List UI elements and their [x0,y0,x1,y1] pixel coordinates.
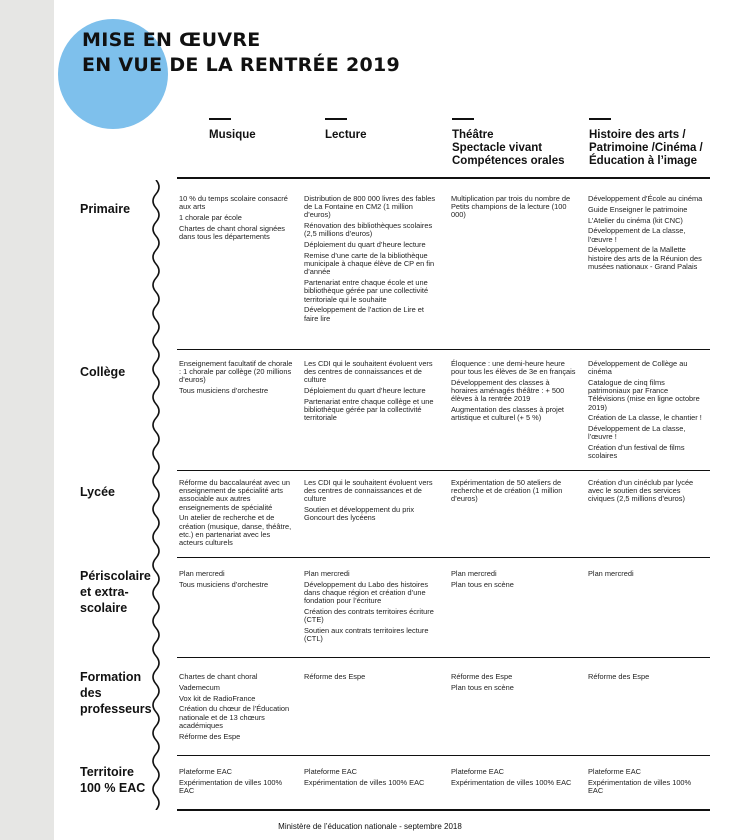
cell-entry: Développement du Labo des histoires dans chaque région et création d’une fondation pour l’écriture [304,579,429,606]
cell-entry: Les CDI qui le souhaitent évoluent vers des centres de connaissances et de culture [304,359,433,385]
cell-entry: Vox kit de RadioFrance [179,693,256,703]
row-label-line: Primaire [80,202,131,216]
cell-entry: Soutien et développement du prix Goncourt des lycéens [304,505,415,523]
cell-entry: Augmentation des classes à projet artistique et culturel (+ 5 %) [451,405,564,423]
row-label-line: Territoire [80,765,134,779]
cell-entry: Développement d’École au cinéma [588,194,703,203]
cell-entry: Plan mercredi [588,569,634,578]
cell-entry: Expérimentation de 50 ateliers de recherche et de création (1 million d’euros) [451,478,563,504]
cell-entry: Plan tous en scène [451,682,514,692]
table-cell [304,570,436,646]
column-header-dash [209,118,231,120]
cell-entry: Catalogue de cinq films patrimoniaux par France Télévisions (mise en ligne octobre 2019) [588,378,700,412]
row-label-periscolaire [80,568,165,616]
column-header-histoire-des-arts [589,118,703,168]
cell-entry: Chartes de chant choral signées dans tous les départements [179,223,285,241]
cell-entry: Distribution de 800 000 livres des fables de La Fontaine en CM2 (1 million d’euros) [304,194,436,220]
cell-entry: Développement de la Mallette histoire des arts de la Réunion des musées nationaux - Grand Palais [588,245,702,271]
cell-entry: Partenariat entre chaque école et une bibliothèque gérée par une collectivité territoriale qui le souhaite [304,278,429,304]
table-cell [304,479,436,525]
cell-entry: Développement de La classe, l’œuvre ! [588,424,686,442]
column-header-line: Théâtre [452,129,494,141]
title-line-1: MISE EN ŒUVRE [82,29,261,51]
cell-entry: Plan mercredi [451,569,497,578]
table-cell [304,768,436,790]
cell-entry: Réforme des Espe [588,672,650,681]
cell-entry: Un atelier de recherche et de création (musique, danse, théâtre, etc.) en partenariat avec les acteurs culturels [179,513,292,548]
cell-entry: Développement des classes à horaires aménagés théâtre : + 500 élèves à la rentrée 2019 [451,378,565,404]
row-divider [177,657,710,658]
cell-entry: Soutien aux contrats territoires lecture (CTL) [304,626,429,644]
table-cell [588,479,706,506]
column-header-dash [452,118,474,120]
table-cell [588,360,706,463]
cell-entry: Multiplication par trois du nombre de Petits champions de la lecture (100 000) [451,194,571,220]
row-label-line: Collège [80,365,126,379]
table-cell [588,673,706,684]
table-cell [451,570,576,592]
column-header-line: Lecture [325,129,367,141]
column-header-line: Compétences orales [452,155,565,167]
cell-entry: Plan tous en scène [451,579,514,589]
table-cell [451,195,576,222]
cell-entry: Partenariat entre chaque collège et une bibliothèque gérée par la collectivité territoriale [304,397,434,423]
cell-entry: Réforme des Espe [304,672,366,681]
table-cell [179,360,293,398]
cell-entry: Création des contrats territoires écriture (CTE) [304,607,434,625]
column-header-line: Spectacle vivant [452,142,543,154]
cell-entry: Déploiement du quart d’heure lecture [304,240,426,250]
table-cell [304,673,436,684]
footer-credit: Ministère de l’éducation nationale - septembre 2018 [278,822,462,831]
cell-entry: Plan mercredi [179,569,225,578]
cell-entry: Tous musiciens d’orchestre [179,579,269,589]
title-line-2: EN VUE DE LA RENTRÉE 2019 [82,54,401,76]
cell-entry: Expérimentation de villes 100% EAC [451,777,572,787]
cell-entry: Plateforme EAC [179,767,232,776]
cell-entry: Expérimentation de villes 100% EAC [304,777,425,787]
cell-entry: Plan mercredi [304,569,350,578]
column-header-line: Patrimoine /Cinéma / [589,142,703,154]
cell-entry: Réforme du baccalauréat avec un enseignement de spécialité arts associable aux autres enseignements de spécialité [179,478,290,512]
table-cell [179,673,293,743]
table-cell [304,195,436,325]
row-label-line: Périscolaire [80,569,151,583]
column-header-line: Musique [209,129,256,141]
table-cell [588,570,706,581]
page-title [82,28,400,78]
cell-entry: Déploiement du quart d’heure lecture [304,386,426,396]
cell-entry: Vademecum [179,682,220,692]
cell-entry: 10 % du temps scolaire consacré aux arts [179,194,288,212]
row-label-line: scolaire [80,601,128,615]
row-divider [177,755,710,756]
cell-entry: Rénovation des bibliothèques scolaires (2,5 millions d’euros) [304,221,433,239]
cell-entry: Création du chœur de l’Éducation nationale et de 13 chœurs académiques [179,704,290,730]
row-label-line: et extra- [80,585,129,599]
cell-entry: Expérimentation de villes 100% EAC [179,777,283,795]
table-cell [304,360,436,425]
cell-entry: Plateforme EAC [304,767,357,776]
cell-entry: Plateforme EAC [451,767,504,776]
table-cell [179,768,293,798]
row-label-line: des [80,686,102,700]
row-label-line: Formation [80,670,142,684]
cell-entry: Expérimentation de villes 100% EAC [588,777,692,795]
table-cell [179,479,293,550]
table-cell [451,360,576,425]
cell-entry: Chartes de chant choral [179,672,258,681]
cell-entry: Tous musiciens d’orchestre [179,386,269,396]
cell-entry: Remise d’une carte de la bibliothèque municipale à chaque élève de CP en fin d’année [304,251,435,277]
column-header-musique [209,118,256,142]
cell-entry: Développement de La classe, l’œuvre ! [588,226,686,244]
column-header-theatre [452,118,565,168]
cell-entry: Réforme des Espe [179,731,241,741]
row-label-territoire [80,764,165,796]
column-header-lecture [325,118,367,142]
row-label-formation [80,669,165,717]
cell-entry: Guide Enseigner le patrimoine [588,204,688,214]
row-label-lycee [80,484,165,500]
table-cell [451,673,576,695]
row-label-primaire [80,201,165,217]
table-cell [451,768,576,790]
cell-entry: Enseignement facultatif de chorale : 1 chorale par collège (20 millions d’euros) [179,359,293,385]
row-divider [177,557,710,558]
column-header-line: Éducation à l’image [589,155,697,167]
table-cell [179,195,293,244]
row-label-line: Lycée [80,485,115,499]
cell-entry: Développement de l’action de Lire et faire lire [304,305,424,323]
cell-entry: L’Atelier du cinéma (kit CNC) [588,215,683,225]
table-cell [588,768,706,798]
cell-entry: Éloquence : une demi-heure heure pour tous les élèves de 3e en français [451,359,576,377]
row-divider [177,349,710,350]
cell-entry: Réforme des Espe [451,672,513,681]
cell-entry: 1 chorale par école [179,213,242,222]
row-label-line: professeurs [80,702,152,716]
header-rule [177,177,710,179]
column-header-line: Histoire des arts / [589,129,686,141]
table-cell [588,195,706,274]
footer-rule [177,809,710,811]
cell-entry: Plateforme EAC [588,767,641,776]
cell-entry: Les CDI qui le souhaitent évoluent vers des centres de connaissances et de culture [304,478,433,504]
row-divider [177,470,710,471]
column-header-dash [325,118,347,120]
cell-entry: Création de La classe, le chantier ! [588,413,702,423]
column-header-dash [589,118,611,120]
cell-entry: Développement de Collège au cinéma [588,359,688,377]
row-label-line: 100 % EAC [80,781,146,795]
row-label-college [80,364,165,380]
table-cell [179,570,293,592]
cell-entry: Création d’un festival de films scolaires [588,443,685,461]
cell-entry: Création d’un cinéclub par lycée avec le soutien des services civiques (2,5 millions d’euros) [588,478,694,504]
table-cell [451,479,576,506]
